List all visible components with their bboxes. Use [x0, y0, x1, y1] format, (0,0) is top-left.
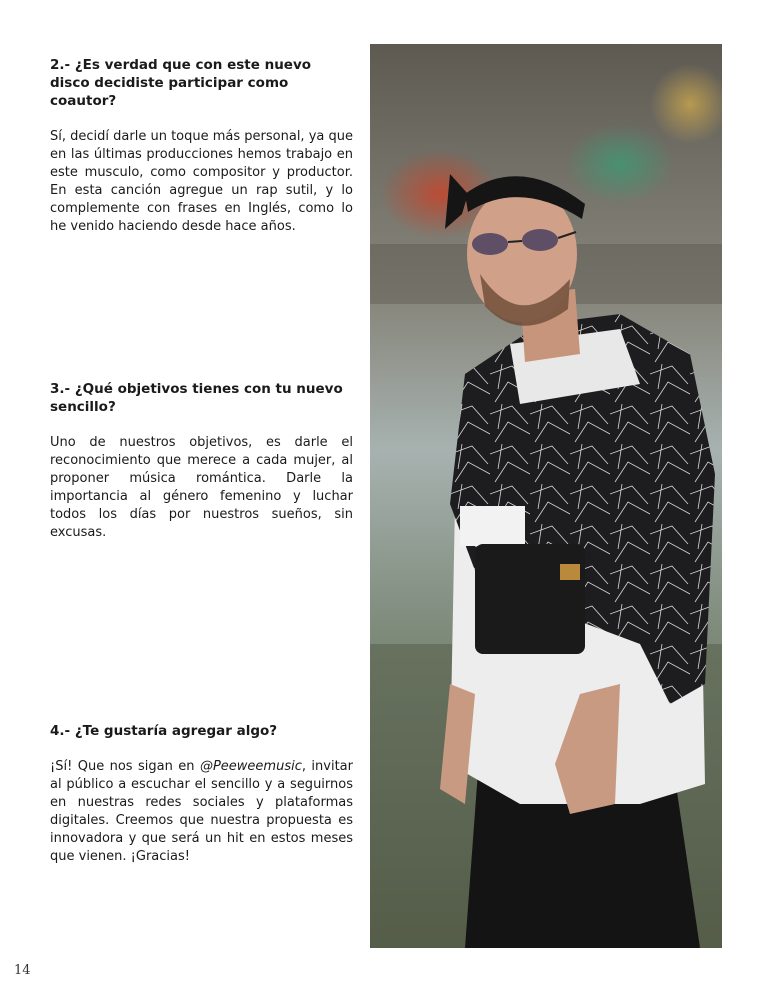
answer-paragraph: Sí, decidí darle un toque más personal, ya que en las últimas producciones hemos trabajo en este musculo, como compositor y productor. En esta canción agregue un rap sutil, y lo complemente con frases en Inglés, como lo he venido haciendo desde hace años. [50, 129, 353, 234]
artist-photo [370, 44, 722, 948]
answer-text-start: ¡Sí! Que nos sigan en [50, 759, 200, 774]
qa-block-3 [50, 380, 353, 542]
qa-block-4 [50, 722, 353, 866]
answer-paragraph [50, 758, 353, 866]
question-heading: 3.- ¿Qué objetivos tienes con tu nuevo sencillo? [50, 381, 343, 415]
social-handle: @Peeweemusic [199, 759, 302, 774]
page-number: 14 [14, 963, 31, 978]
answer-text-end: , invitar al público a escuchar el sencillo y a seguirnos en nuestras redes sociales y plataformas digitales. Creemos que nuestra propuesta es innovadora y que será un hit en estos meses que vienen. ¡Gracias! [50, 759, 353, 864]
qa-block-2 [50, 56, 353, 236]
question-heading: 2.- ¿Es verdad que con este nuevo disco decidiste participar como coautor? [50, 57, 312, 109]
answer-paragraph: Uno de nuestros objetivos, es darle el reconocimiento que merece a cada mujer, al proponer música romántica. Darle la importancia al género femenino y luchar todos los días por nuestros sueños, sin excusas. [50, 435, 353, 540]
question-heading: 4.- ¿Te gustaría agregar algo? [50, 723, 278, 739]
